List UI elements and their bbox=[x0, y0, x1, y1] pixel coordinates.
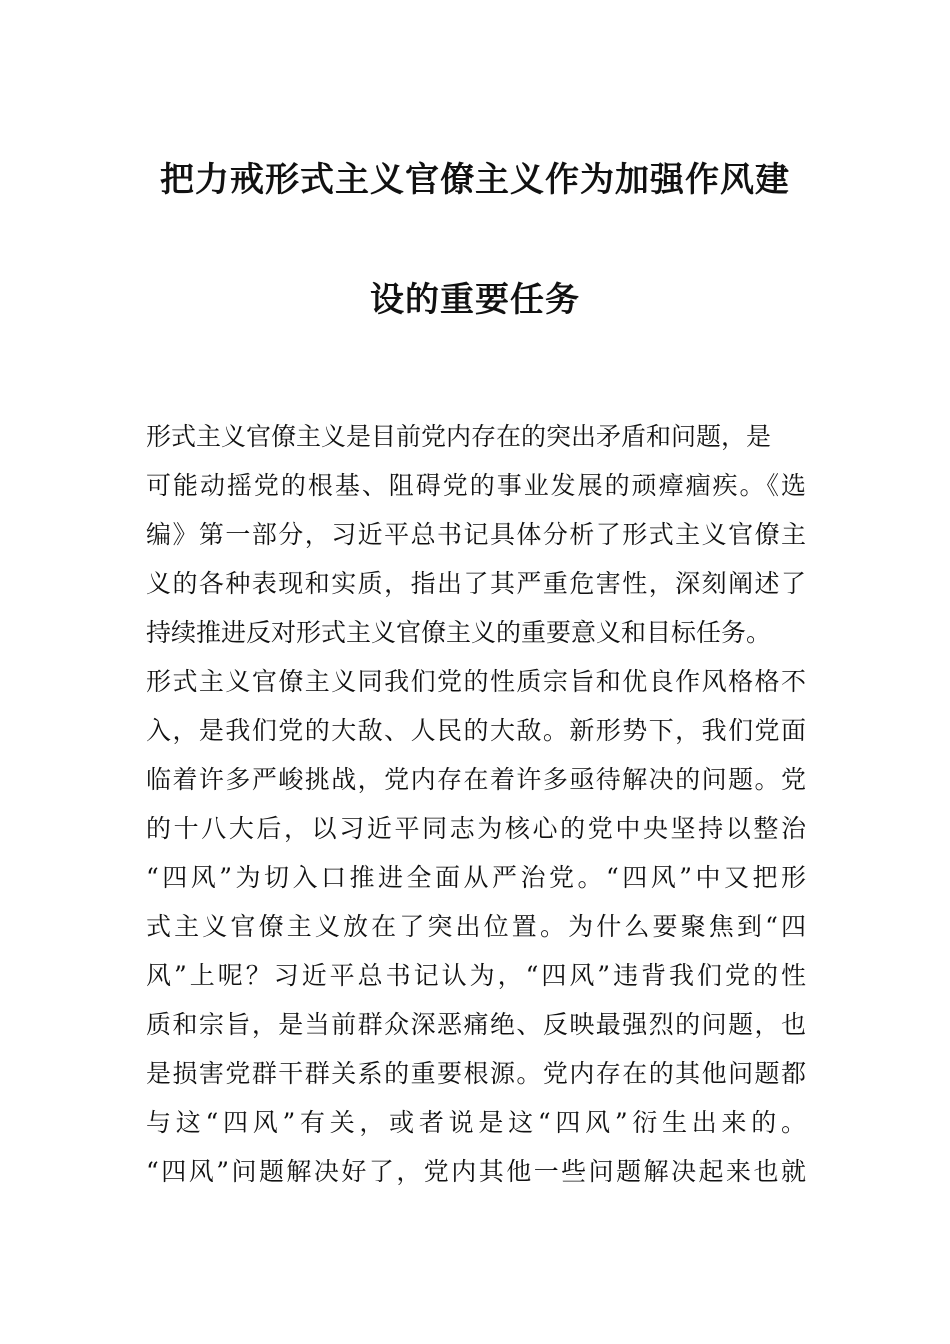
paragraph-1-line-5: 持续推进反对形式主义官僚主义的重要意义和目标任务。 bbox=[146, 618, 772, 647]
paragraph-2-line-10: 与这“四风”有关，或者说是这“四风”衍生出来的。 bbox=[146, 1108, 806, 1137]
paragraph-1-line-1: 形式主义官僚主义是目前党内存在的突出矛盾和问题，是 bbox=[146, 422, 772, 451]
paragraph-2-line-2: 入，是我们党的大敌、人民的大敌。新形势下，我们党面 bbox=[146, 716, 806, 745]
paragraph-2-line-3: 临着许多严峻挑战，党内存在着许多亟待解决的问题。党 bbox=[146, 765, 806, 794]
paragraph-2-line-6: 式主义官僚主义放在了突出位置。为什么要聚焦到“四 bbox=[146, 912, 806, 941]
paragraph-1-line-3: 编》第一部分，习近平总书记具体分析了形式主义官僚主 bbox=[146, 520, 806, 549]
document-title-line-2: 设的重要任务 bbox=[370, 280, 580, 320]
paragraph-2-line-5: “四风”为切入口推进全面从严治党。“四风”中又把形 bbox=[146, 863, 806, 892]
document-body bbox=[146, 412, 806, 1196]
paragraph-2-line-11: “四风”问题解决好了，党内其他一些问题解决起来也就 bbox=[146, 1157, 806, 1186]
paragraph-2-line-9: 是损害党群干群关系的重要根源。党内存在的其他问题都 bbox=[146, 1059, 806, 1088]
paragraph-2-line-7: 风”上呢？习近平总书记认为，“四风”违背我们党的性 bbox=[146, 961, 806, 990]
paragraph-1-line-4: 义的各种表现和实质，指出了其严重危害性，深刻阐述了 bbox=[146, 569, 806, 598]
paragraph-2-line-8: 质和宗旨，是当前群众深恶痛绝、反映最强烈的问题，也 bbox=[146, 1010, 806, 1039]
document-title-line-1: 把力戒形式主义官僚主义作为加强作风建 bbox=[160, 160, 790, 200]
paragraph-1-line-2: 可能动摇党的根基、阻碍党的事业发展的顽瘴痼疾。《选 bbox=[146, 471, 806, 500]
paragraph-2-line-1: 形式主义官僚主义同我们党的性质宗旨和优良作风格格不 bbox=[146, 667, 806, 696]
paragraph-2-line-4: 的十八大后，以习近平同志为核心的党中央坚持以整治 bbox=[146, 814, 806, 843]
